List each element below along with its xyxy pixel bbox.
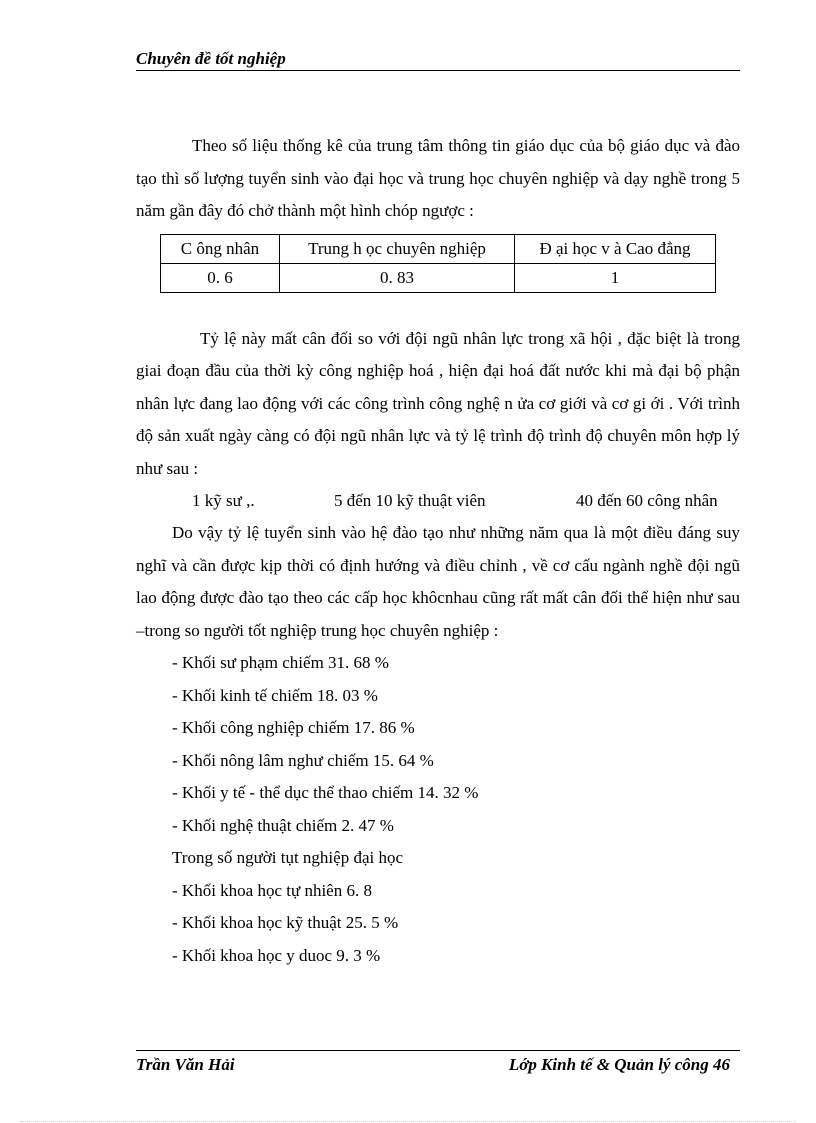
- table-cell: 0. 83: [280, 263, 515, 292]
- list-item: - Khối khoa học y duoc 9. 3 %: [172, 945, 381, 965]
- paragraph-1: Theo số liệu thống kê của trung tâm thông tin giáo dục của bộ giáo dục và đào tạo thì số lượng tuyển sinh vào đại học và trung học chuyên nghiệp và dạy nghề trong 5 năm gần đây đó chở thành một hình chóp ngược :: [136, 136, 740, 220]
- footer-author: Trần Văn Hải: [136, 1055, 235, 1074]
- header-title: Chuyên đề tốt nghiệp: [136, 49, 286, 68]
- secondary-graduates-list: [136, 647, 740, 972]
- list-item: - Khối kinh tế chiếm 18. 03 %: [172, 685, 378, 705]
- university-heading: Trong số người tụt nghiệp đại học: [172, 848, 404, 867]
- list-item: - Khối khoa học tự nhiên 6. 8: [172, 880, 372, 900]
- list-item: - Khối nông lâm nghư chiếm 15. 64 %: [172, 750, 434, 770]
- page-footer: [136, 1050, 740, 1074]
- workforce-ratio-line: [136, 485, 740, 517]
- ratio-technician: 5 đến 10 kỹ thuật viên: [334, 491, 486, 510]
- list-item: - Khối nghệ thuật chiếm 2. 47 %: [172, 815, 394, 835]
- list-item: - Khối công nghiệp chiếm 17. 86 %: [172, 718, 415, 737]
- list-item: - Khối y tế - thể dục thể thao chiếm 14. 32 %: [172, 783, 479, 802]
- page-edge-divider: [20, 1121, 796, 1122]
- paragraph-3: Do vậy tỷ lệ tuyển sinh vào hệ đào tạo như những năm qua là một điều đáng suy nghĩ và cần được kịp thời có định hướng và điều chỉnh , về cơ cấu ngành nghề đội ngũ lao động được đào tạo theo các cấp học khôcnhau cũng rất mất cân đối thể hiện như sau –trong so người tốt nghiệp trung học chuyên nghiệp :: [136, 523, 740, 640]
- table-cell: 0. 6: [161, 263, 280, 292]
- ratio-worker: 40 đến 60 công nhân: [576, 491, 718, 510]
- page-content: [136, 130, 740, 972]
- enrollment-ratio-table: [160, 234, 716, 293]
- ratio-engineer: 1 kỹ sư ,.: [192, 491, 255, 510]
- list-item: - Khối khoa học kỹ thuật 25. 5 %: [172, 913, 399, 932]
- footer-class: Lớp Kinh tế & Quản lý công 46: [508, 1055, 730, 1074]
- paragraph-2: Tỷ lệ này mất cân đối so với đội ngũ nhân lực trong xã hội , đặc biệt là trong giai đoạn đầu của thời kỳ công nghiệp hoá , hiện đại hoá đất nước khi mà đại bộ phận nhân lực đang lao động với các công trình công nghệ n ửa cơ giới và cơ gi ới . Với trình độ sản xuất ngày càng có đội ngũ nhân lực và tỷ lệ trình độ trình độ chuyên môn hợp lý như sau :: [136, 328, 740, 478]
- list-item: - Khối sư phạm chiếm 31. 68 %: [172, 653, 389, 672]
- table-header-cell: Đ ại học v à Cao đẳng: [515, 234, 716, 263]
- table-header-row: [161, 234, 716, 263]
- table-header-cell: C ông nhân: [161, 234, 280, 263]
- table-cell: 1: [515, 263, 716, 292]
- table-row: [161, 263, 716, 292]
- table-header-cell: Trung h ọc chuyên nghiệp: [280, 234, 515, 263]
- page-header: [136, 48, 740, 71]
